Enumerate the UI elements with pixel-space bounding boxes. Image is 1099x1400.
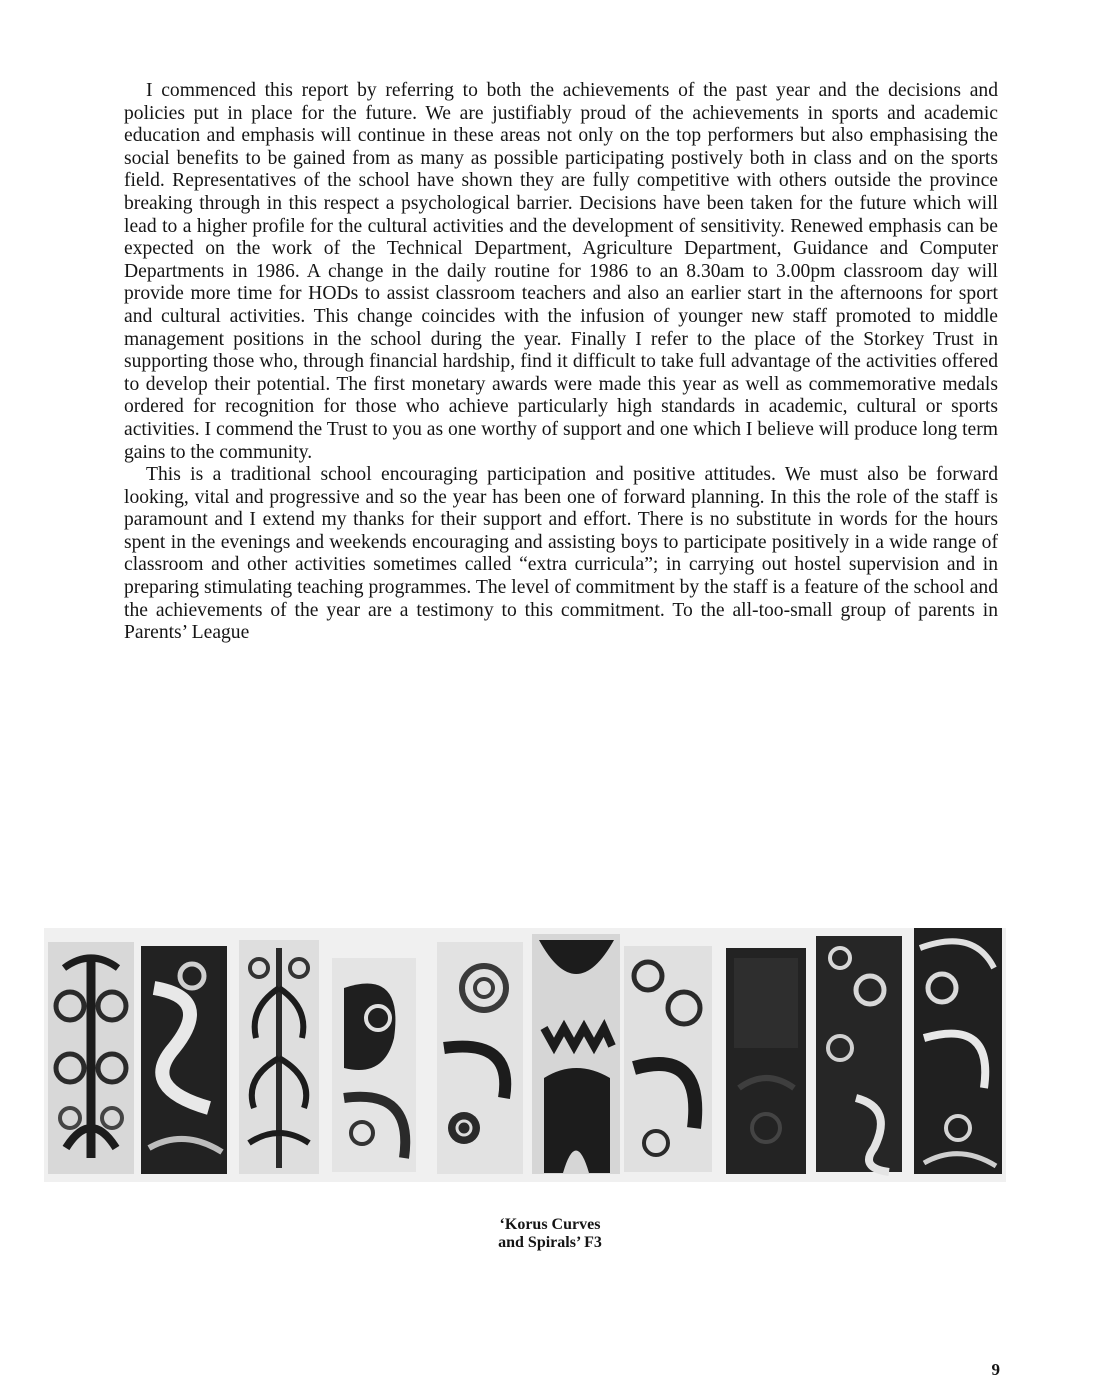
- caption-line-2: and Spirals’ F3: [498, 1234, 602, 1251]
- koru-panel-4: [332, 958, 416, 1172]
- paragraph-1: I commenced this report by referring to both the achievements of the past year and the decisions and policies put in place for the future. We are justifiably proud of the achievements in sports and academic education and emphasis will continue in these areas not only on the top performers but also emphasising the social benefits to be gained from as many as possible participating postively both in class and on the sports field. Representatives of the school have shown they are fully competitive with others outside the province breaking through in this respect a psychological barrier. Decisions have been taken for the future which will lead to a higher profile for the cultural activities and the development of sensitivity. Renewed emphasis can be expected on the work of the Technical Department, Agriculture Department, Guidance and Computer Departments in 1986. A change in the daily routine for 1986 to an 8.30am to 3.00pm classroom day will provide more time for HODs to assist classroom teachers and also an earlier start in the afternoons for sport and cultural activities. This change coincides with the infusion of younger new staff promoted to middle management positions in the school during the year. Finally I refer to the place of the Storkey Trust in supporting those who, through financial hardship, find it difficult to take full advantage of the activities offered to develop their potential. The first monetary awards were made this year as well as commemorative medals ordered for recognition for those who achieve particularly high standards in academic, cultural or sports activities. I commend the Trust to you as one worthy of support and one which I believe will produce long term gains to the community.: [124, 80, 998, 463]
- koru-panel-10: [914, 928, 1002, 1174]
- koru-panel-8: [726, 948, 806, 1174]
- koru-panel-6: [532, 934, 620, 1174]
- koru-panel-3: [239, 940, 319, 1174]
- koru-panel-5: [437, 942, 523, 1174]
- koru-panels-graphic: [44, 928, 1006, 1182]
- koru-panel-7: [624, 946, 712, 1172]
- koru-panel-1: [48, 942, 134, 1174]
- koru-panel-9: [816, 936, 902, 1172]
- paragraph-2: This is a traditional school encouraging participation and positive attitudes. We must also be forward looking, vital and progressive and so the year has been one of forward planning. In this the role of the staff is paramount and I extend my thanks for their support and effort. There is no substitute in words for the hours spent in the evenings and weekends encouraging and assisting boys to participate positively in a wide range of classroom and other activities sometimes called “extra curricula”; in carrying out hostel supervision and in preparing stimulating teaching programmes. The level of commitment by the staff is a feature of the school and the achievements of the year are a testimony to this commitment. To the all-too-small group of parents in Parents’ League: [124, 464, 998, 644]
- image-caption: [430, 1216, 670, 1252]
- koru-panel-2: [141, 946, 227, 1174]
- body-text: [124, 80, 998, 645]
- koru-artwork-photo: [44, 928, 1006, 1182]
- caption-line-1: ‘Korus Curves: [499, 1216, 601, 1233]
- page-number: 9: [991, 1360, 1000, 1379]
